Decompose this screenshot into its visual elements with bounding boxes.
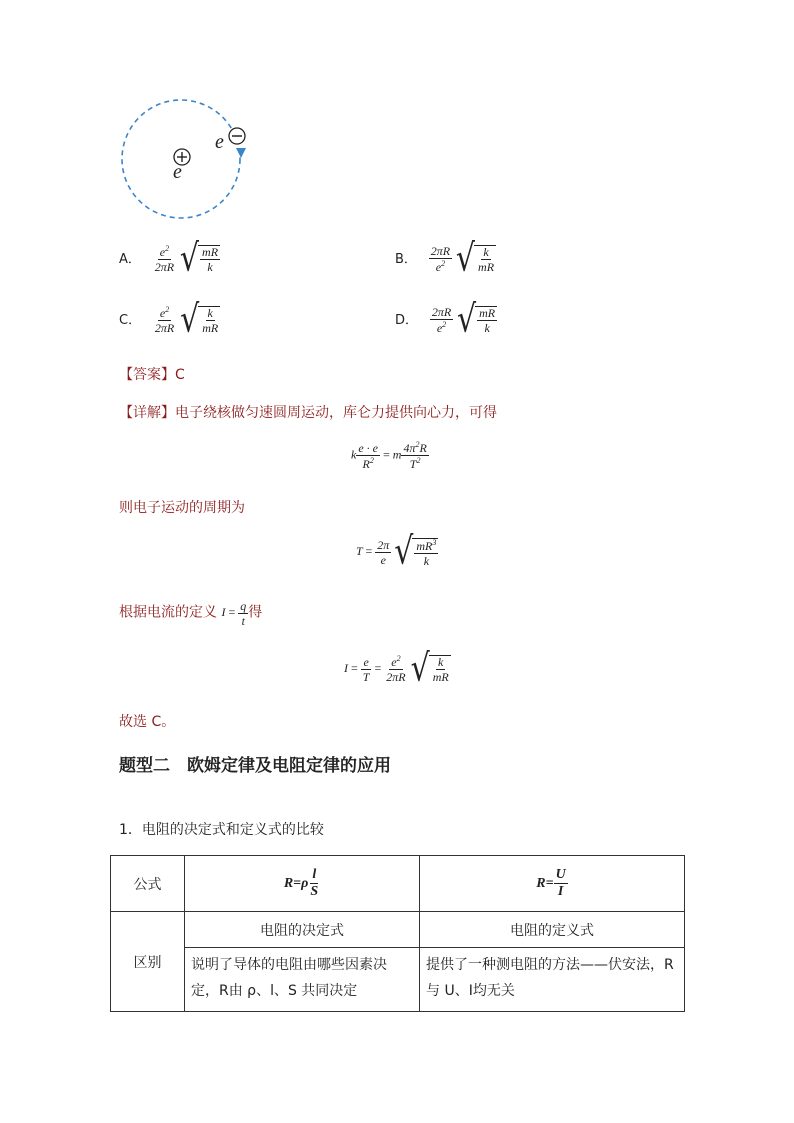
defining-description: 提供了一种测电阻的方法——伏安法，R与 U、I均无关 [420,948,685,1012]
answer-value: C [175,367,185,383]
row-label-difference: 区别 [111,912,185,1012]
table-row [111,948,685,1012]
section-item: 1．电阻的决定式和定义式的比较 [119,822,324,838]
current-def-suffix: 得 [248,604,263,621]
formula-definition: R= $\frac{U}{I}$ [420,856,685,912]
col-head-determining: 电阻的决定式 [185,912,420,948]
option-d[interactable]: D． $\frac{2\pi R}{e^2}$ √ $\frac{mR}{k}$ [395,297,496,342]
section-title: 题型二 欧姆定律及电阻定律的应用 [119,756,391,776]
answer-tag: 【答案】 [119,367,175,383]
answer-line [119,364,185,384]
electron-label: e [215,131,224,153]
orbit-figure [115,92,255,227]
row-label-formula: 公式 [111,856,185,912]
period-text: 则电子运动的周期为 [119,500,245,516]
period-equation: T = $\frac{2\pi}{e}$ √ $\frac{mR^3}{k}$ [356,529,437,574]
option-a[interactable]: A． $\frac{e^2}{2\pi R}$ √ $\frac{mR}{k}$ [119,236,219,281]
coulomb-equation: k $\frac{e \cdot e}{R^2}$ = m $\frac{4\pi^2R}{T^2}$ [351,440,427,471]
current-equation: I = $\frac{e}{T}$ = $\frac{e^2}{2\pi R}$ √ $\frac{k}{mR}$ [344,646,449,691]
current-def-line: 根据电流的定义 I = $\frac{q}{t}$ 得 [119,599,263,628]
table-row [111,856,685,912]
orbit-direction-arrow [236,148,246,158]
detail-text: 电子绕核做匀速圆周运动，库仑力提供向心力，可得 [175,405,497,421]
col-head-defining: 电阻的定义式 [420,912,685,948]
determining-description: 说明了导体的电阻由哪些因素决定，R由 ρ、l、S 共同决定 [185,948,420,1012]
table-row [111,912,685,948]
detail-line [119,402,497,422]
option-b[interactable]: B． $\frac{2\pi R}{e^2}$ √ $\frac{k}{mR}$ [395,236,495,281]
orbit-circle [122,100,240,218]
formula-resistivity: R=ρ $\frac{l}{S}$ [185,856,420,912]
current-def-text: 根据电流的定义 [119,604,217,621]
nucleus-label: e [173,161,182,183]
comparison-table [110,855,685,1012]
option-c[interactable]: C． $\frac{e^2}{2\pi R}$ √ $\frac{k}{mR}$ [119,297,219,342]
detail-tag: 【详解】 [119,405,175,421]
conclusion-text: 故选 C。 [119,714,176,730]
